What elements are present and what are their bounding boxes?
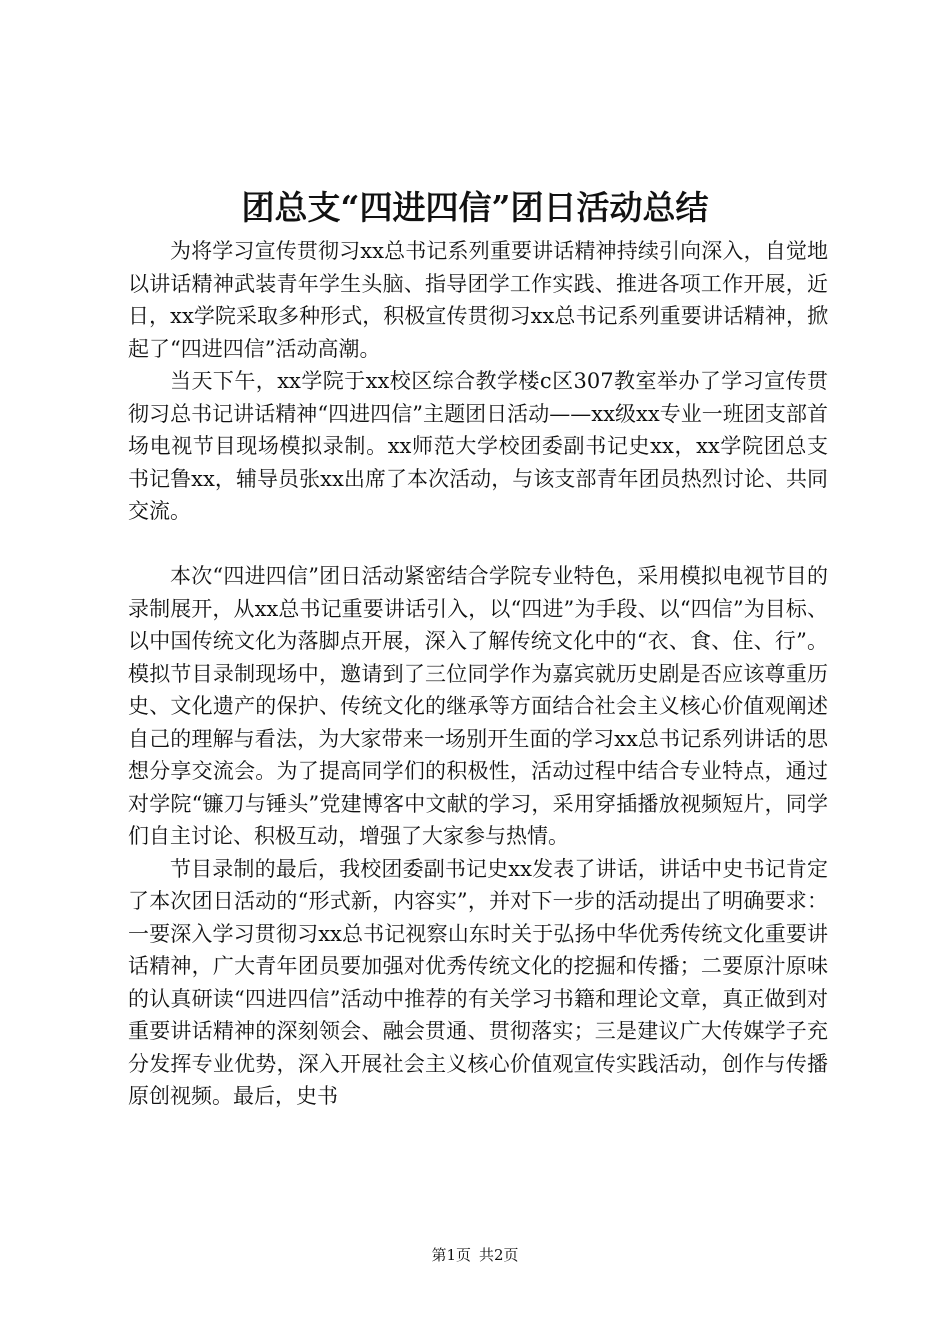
document-body	[128, 235, 828, 1113]
page-number: 第1页	[431, 1246, 471, 1264]
paragraph-1: 为将学习宣传贯彻习xx总书记系列重要讲话精神持续引向深入，自觉地以讲话精神武装青年学生头脑、指导团学工作实践、推进各项工作开展，近日，xx学院采取多种形式，积极宣传贯彻习xx总书记系列重要讲话精神，掀起了“四进四信”活动高潮。	[128, 239, 828, 361]
paragraph-3: 本次“四进四信”团日活动紧密结合学院专业特色，采用模拟电视节目的录制展开，从xx总书记重要讲话引入，以“四进”为手段、以“四信”为目标、以中国传统文化为落脚点开展，深入了解传统文化中的“衣、食、住、行”。模拟节目录制现场中，邀请到了三位同学作为嘉宾就历史剧是否应该尊重历史、文化遗产的保护、传统文化的继承等方面结合社会主义核心价值观阐述自己的理解与看法，为大家带来一场别开生面的学习xx总书记系列讲话的思想分享交流会。为了提高同学们的积极性，活动过程中结合专业特点，通过对学院“镰刀与锤头”党建博客中文献的学习，采用穿插播放视频短片，同学们自主讨论、积极互动，增强了大家参与热情。	[128, 564, 828, 848]
paragraph-4: 节目录制的最后，我校团委副书记史xx发表了讲话，讲话中史书记肯定了本次团日活动的“形式新，内容实”，并对下一步的活动提出了明确要求：一要深入学习贯彻习xx总书记视察山东时关于弘扬中华优秀传统文化重要讲话精神，广大青年团员要加强对优秀传统文化的挖掘和传播；二要原汁原味的认真研读“四进四信”活动中推荐的有关学习书籍和理论文章，真正做到对重要讲话精神的深刻领会、融会贯通、贯彻落实；三是建议广大传媒学子充分发挥专业优势，深入开展社会主义核心价值观宣传实践活动，创作与传播原创视频。最后，史书	[128, 856, 828, 1108]
page-footer	[0, 1244, 950, 1266]
paragraph-2: 当天下午，xx学院于xx校区综合教学楼c区307教室举办了学习宣传贯彻习总书记讲话精神“四进四信”主题团日活动——xx级xx专业一班团支部首场电视节目现场模拟录制。xx师范大学校团委副书记史xx，xx学院团总支书记鲁xx，辅导员张xx出席了本次活动，与该支部青年团员热烈讨论、共同交流。	[128, 369, 828, 523]
page-total: 共2页	[479, 1246, 519, 1264]
document-title: 团总支“四进四信”团日活动总结	[241, 188, 709, 227]
